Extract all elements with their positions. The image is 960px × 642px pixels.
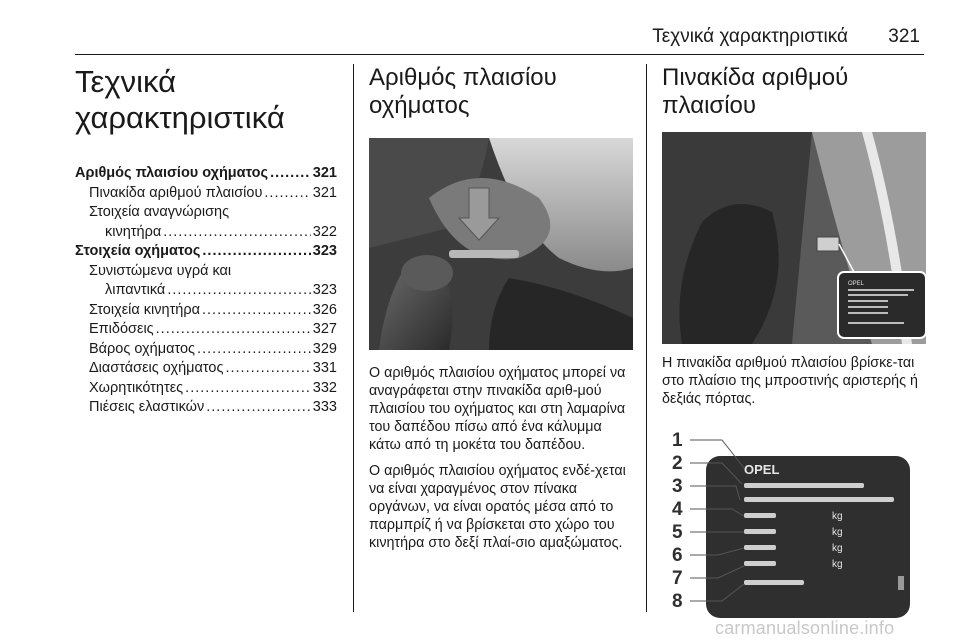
toc-entry[interactable]: Διαστάσεις οχήματος ..... 331 bbox=[75, 359, 337, 379]
door-plate-illustration bbox=[662, 132, 926, 344]
plate-section-title: Πινακίδα αριθμού πλαισίου bbox=[662, 64, 849, 119]
column-divider-1 bbox=[353, 64, 354, 612]
toc-entry[interactable]: κινητήρα ..... 322 bbox=[75, 223, 337, 243]
toc-entry[interactable]: Χωρητικότητες ..... 332 bbox=[75, 379, 337, 399]
toc-entry[interactable]: Στοιχεία κινητήρα ..... 326 bbox=[75, 301, 337, 321]
vin-plate-svg bbox=[662, 426, 912, 618]
plate-unit-4: kg bbox=[832, 559, 843, 570]
column-divider-2 bbox=[646, 64, 647, 612]
vin-paragraph-1: Ο αριθμός πλαισίου οχήματος μπορεί να αναγράφεται στην πινακίδα αριθ-μού πλαισίου του οχήματος και στη λαμαρίνα του δαπέδου πίσω από ένα κάλυμμα κάτω από τη μοκέτα του δαπέδου. bbox=[369, 365, 626, 453]
plate-unit-1: kg bbox=[832, 511, 843, 522]
floor-vin-illustration bbox=[369, 138, 633, 350]
callout-6: 6 bbox=[672, 545, 683, 566]
table-of-contents bbox=[75, 164, 337, 418]
vin-section-title: Αριθμός πλαισίου οχήματος bbox=[369, 64, 557, 119]
toc-entry[interactable]: λιπαντικά ..... 323 bbox=[75, 281, 337, 301]
toc-entry-label[interactable]: Στοιχεία αναγνώρισης bbox=[89, 204, 230, 220]
page-header bbox=[0, 26, 920, 56]
toc-entry[interactable]: Επιδόσεις ..... 327 bbox=[75, 320, 337, 340]
callout-2: 2 bbox=[672, 453, 683, 474]
header-title: Τεχνικά χαρακτηριστικά bbox=[652, 26, 848, 47]
toc-entry[interactable]: Βάρος οχήματος ..... 329 bbox=[75, 340, 337, 360]
callout-3: 3 bbox=[672, 476, 683, 497]
footer-watermark: carmanualsonline.info bbox=[715, 618, 895, 638]
plate-paragraph: Η πινακίδα αριθμού πλαισίου βρίσκε-ται στο πλαίσιο της μπροστινής αριστερής ή δεξιάς πόρτας. bbox=[662, 355, 918, 407]
photo-plate-brand: OPEL bbox=[848, 281, 865, 287]
toc-entry-label[interactable]: Συνιστώμενα υγρά και bbox=[89, 262, 232, 279]
plate-unit-2: kg bbox=[832, 527, 843, 538]
plate-brand: OPEL bbox=[744, 462, 780, 477]
toc-entry[interactable]: Πινακίδα αριθμού πλαισίου ..... 321 bbox=[75, 184, 337, 204]
chapter-title: Τεχνικά χαρακτηριστικά bbox=[75, 64, 285, 135]
vin-column bbox=[369, 64, 633, 560]
door-frame-photo bbox=[662, 132, 926, 344]
vin-plate-diagram bbox=[662, 426, 912, 618]
callout-1: 1 bbox=[672, 430, 683, 451]
callout-4: 4 bbox=[672, 499, 683, 520]
toc-entry[interactable]: Αριθμός πλαισίου οχήματος ..... 321 bbox=[75, 164, 337, 184]
header-page-number: 321 bbox=[888, 26, 920, 47]
toc-entry[interactable]: Στοιχεία οχήματος ..... 323 bbox=[75, 242, 337, 262]
header-rule bbox=[75, 54, 924, 55]
callout-8: 8 bbox=[672, 591, 683, 612]
toc-entry[interactable]: Πιέσεις ελαστικών ..... 333 bbox=[75, 398, 337, 418]
vin-floor-photo bbox=[369, 138, 633, 350]
vin-paragraph-2: Ο αριθμός πλαισίου οχήματος ενδέ-χεται να είναι χαραγμένος στον πίνακα οργάνων, να είναι ορατός μέσα από το παρμπρίζ ή να βρίσκεται στο χώρο του κινητήρα στο δεξί πλαί-σιο αμαξώματος. bbox=[369, 463, 626, 551]
plate-unit-3: kg bbox=[832, 543, 843, 554]
callout-5: 5 bbox=[672, 522, 683, 543]
plate-column bbox=[662, 64, 926, 618]
toc-column bbox=[75, 64, 337, 418]
callout-7: 7 bbox=[672, 568, 683, 589]
